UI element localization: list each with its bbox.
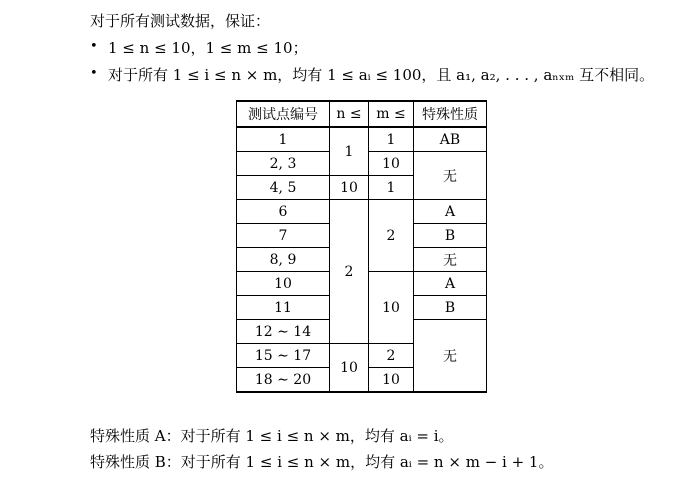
cell-test-id: 11: [237, 296, 330, 320]
table-header-row: [237, 101, 487, 127]
cell-m: 2: [369, 344, 414, 368]
cell-test-id: 15 ∼ 17: [237, 344, 330, 368]
cell-property: A: [414, 200, 487, 224]
cell-test-id: 10: [237, 272, 330, 296]
header-n: n ≤: [330, 101, 369, 127]
cell-m: 10: [369, 152, 414, 176]
cell-n: 10: [330, 344, 369, 393]
bullet-marker: •: [90, 66, 98, 81]
cell-property: B: [414, 296, 487, 320]
cell-property: AB: [414, 127, 487, 152]
special-property-a: 特殊性质 A：对于所有 1 ≤ i ≤ n × m，均有 aᵢ = i。: [90, 427, 454, 445]
cell-test-id: 6: [237, 200, 330, 224]
constraints-intro: 对于所有测试数据，保证：: [90, 12, 271, 30]
cell-m: 10: [369, 272, 414, 344]
constraint-bullet-1: 1 ≤ n ≤ 10，1 ≤ m ≤ 10；: [108, 39, 308, 57]
bullet-marker: •: [90, 39, 98, 54]
header-m: m ≤: [369, 101, 414, 127]
cell-n: 10: [330, 176, 369, 200]
cell-m: 2: [369, 200, 414, 272]
cell-property: 无: [414, 320, 487, 393]
cell-test-id: 7: [237, 224, 330, 248]
cell-property: 无: [414, 248, 487, 272]
test-point-table: [236, 100, 487, 393]
cell-m: 10: [369, 368, 414, 393]
cell-test-id: 12 ∼ 14: [237, 320, 330, 344]
cell-n: 1: [330, 127, 369, 176]
cell-property: 无: [414, 152, 487, 200]
cell-test-id: 1: [237, 127, 330, 152]
header-test-id: 测试点编号: [237, 101, 330, 127]
constraint-bullet-2: 对于所有 1 ≤ i ≤ n × m，均有 1 ≤ aᵢ ≤ 100，且 a₁, a₂, . . . , aₙₓₘ 互不相同。: [108, 66, 655, 84]
special-property-b: 特殊性质 B：对于所有 1 ≤ i ≤ n × m，均有 aᵢ = n × m − i + 1。: [90, 453, 554, 471]
table-row: [237, 127, 487, 152]
cell-test-id: 8, 9: [237, 248, 330, 272]
cell-test-id: 4, 5: [237, 176, 330, 200]
header-property: 特殊性质: [414, 101, 487, 127]
table-row: [237, 200, 487, 224]
cell-m: 1: [369, 127, 414, 152]
cell-m: 1: [369, 176, 414, 200]
cell-property: B: [414, 224, 487, 248]
cell-property: A: [414, 272, 487, 296]
cell-test-id: 2, 3: [237, 152, 330, 176]
cell-n: 2: [330, 200, 369, 344]
cell-test-id: 18 ∼ 20: [237, 368, 330, 393]
